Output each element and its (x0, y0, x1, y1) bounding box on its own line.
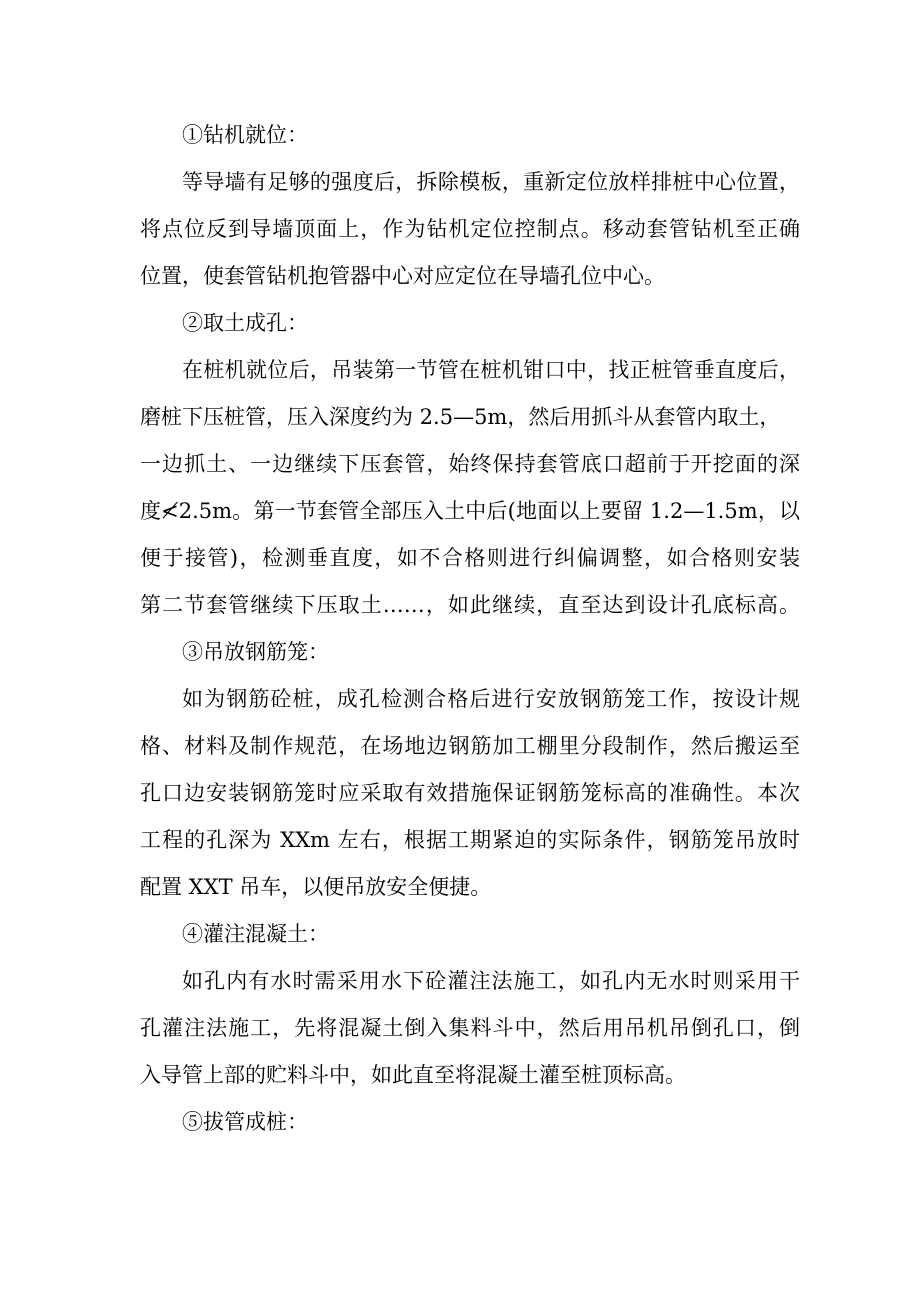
paragraph-line: 第二节套管继续下压取土……，如此继续，直至达到设计孔底标高。 (140, 593, 800, 617)
section-heading: ⑤拔管成桩： (182, 1110, 308, 1134)
paragraph-line: 等导墙有足够的强度后，拆除模板，重新定位放样排桩中心位置， (182, 170, 800, 194)
paragraph-line: 在桩机就位后，吊装第一节管在桩机钳口中，找正桩管垂直度后， (182, 358, 800, 382)
paragraph-line: 如孔内有水时需采用水下砼灌注法施工，如孔内无水时则采用干 (182, 969, 800, 993)
paragraph-line: 位置，使套管钻机抱管器中心对应定位在导墙孔位中心。 (140, 264, 665, 288)
paragraph-line: 便于接管)，检测垂直度，如不合格则进行纠偏调整，如合格则安装 (140, 546, 800, 570)
section-heading: ③吊放钢筋笼： (182, 640, 329, 664)
paragraph-line: 孔口边安装钢筋笼时应采取有效措施保证钢筋笼标高的准确性。本次 (140, 781, 800, 805)
paragraph-line: 配置 XXT 吊车，以便吊放安全便捷。 (140, 875, 492, 899)
section-heading: ①钻机就位： (182, 123, 308, 147)
paragraph-line: 格、材料及制作规范，在场地边钢筋加工棚里分段制作，然后搬运至 (140, 734, 800, 758)
paragraph-line: 入导管上部的贮料斗中，如此直至将混凝土灌至桩顶标高。 (140, 1063, 686, 1087)
section-heading: ④灌注混凝土： (182, 922, 329, 946)
paragraph-line: 磨桩下压桩管，压入深度约为 2.5—5m，然后用抓斗从套管内取土， (140, 405, 781, 429)
paragraph-line: 度≮2.5m。第一节套管全部压入土中后(地面以上要留 1.2—1.5m，以 (140, 499, 800, 523)
document-body (140, 112, 800, 1146)
paragraph-line: 孔灌注法施工，先将混凝土倒入集料斗中，然后用吊机吊倒孔口，倒 (140, 1016, 800, 1040)
paragraph-line: 将点位反到导墙顶面上，作为钻机定位控制点。移动套管钻机至正确 (140, 217, 800, 241)
paragraph-line: 工程的孔深为 XXm 左右，根据工期紧迫的实际条件，钢筋笼吊放时 (140, 828, 800, 852)
paragraph-line: 一边抓土、一边继续下压套管，始终保持套管底口超前于开挖面的深 (140, 452, 800, 476)
paragraph-line: 如为钢筋砼桩，成孔检测合格后进行安放钢筋笼工作，按设计规 (182, 687, 800, 711)
section-heading: ②取土成孔： (182, 311, 308, 335)
